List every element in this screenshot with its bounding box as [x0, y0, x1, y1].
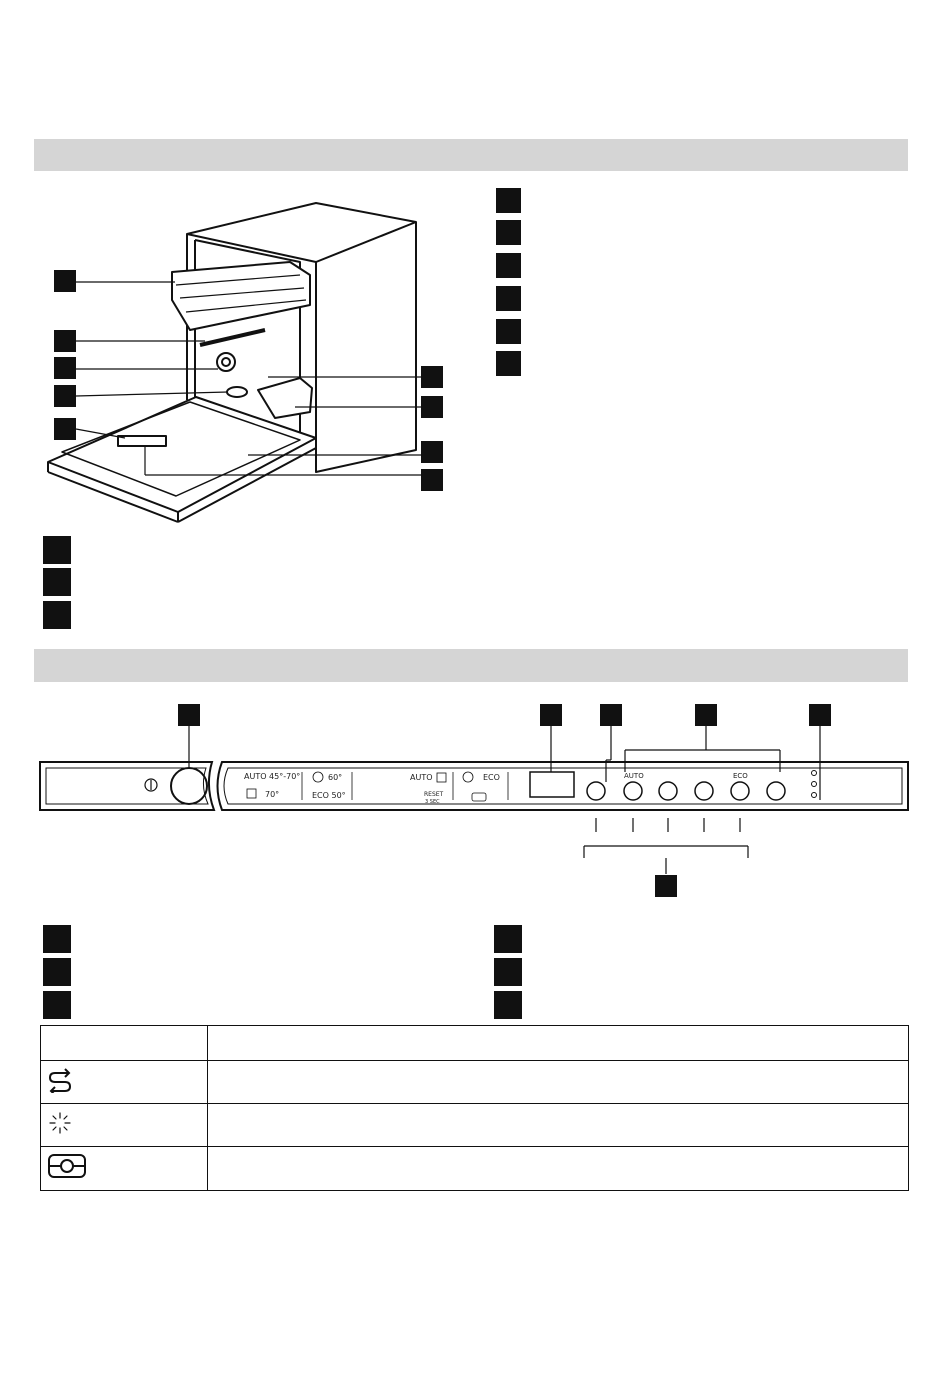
table-cell — [208, 1104, 909, 1147]
callout-marker — [178, 704, 200, 726]
eco-icon — [47, 1167, 87, 1184]
list-marker — [43, 925, 71, 953]
callout-marker — [540, 704, 562, 726]
table-cell — [41, 1147, 208, 1191]
label-eco-50: ECO 50° — [312, 791, 346, 800]
label-reset: RESET — [424, 791, 444, 798]
list-marker — [43, 958, 71, 986]
list-marker — [494, 991, 522, 1019]
button-label-auto: AUTO — [624, 772, 644, 780]
table-row — [41, 1147, 909, 1191]
table-row — [41, 1104, 909, 1147]
label-auto-range: AUTO 45°-70° — [244, 772, 301, 781]
table-cell — [208, 1147, 909, 1191]
label-reset-time: 3 SEC — [425, 799, 440, 805]
salt-icon — [47, 1123, 73, 1140]
label-eco: ECO — [483, 773, 500, 782]
table-row — [41, 1061, 909, 1104]
label-temp-70: 70° — [265, 790, 280, 799]
table-cell — [208, 1026, 909, 1061]
table-cell — [41, 1026, 208, 1061]
indicator-table — [40, 1025, 909, 1191]
label-auto: AUTO — [410, 773, 433, 782]
callout-marker — [655, 875, 677, 897]
callout-marker — [600, 704, 622, 726]
list-marker — [494, 958, 522, 986]
callout-marker — [809, 704, 831, 726]
table-cell — [208, 1061, 909, 1104]
callout-marker — [695, 704, 717, 726]
table-header-row — [41, 1026, 909, 1061]
table-cell — [41, 1104, 208, 1147]
table-cell — [41, 1061, 208, 1104]
button-label-eco: ECO — [733, 772, 748, 780]
label-temp-60: 60° — [328, 773, 343, 782]
list-marker — [43, 991, 71, 1019]
list-marker — [494, 925, 522, 953]
rinse-aid-icon — [47, 1080, 73, 1097]
